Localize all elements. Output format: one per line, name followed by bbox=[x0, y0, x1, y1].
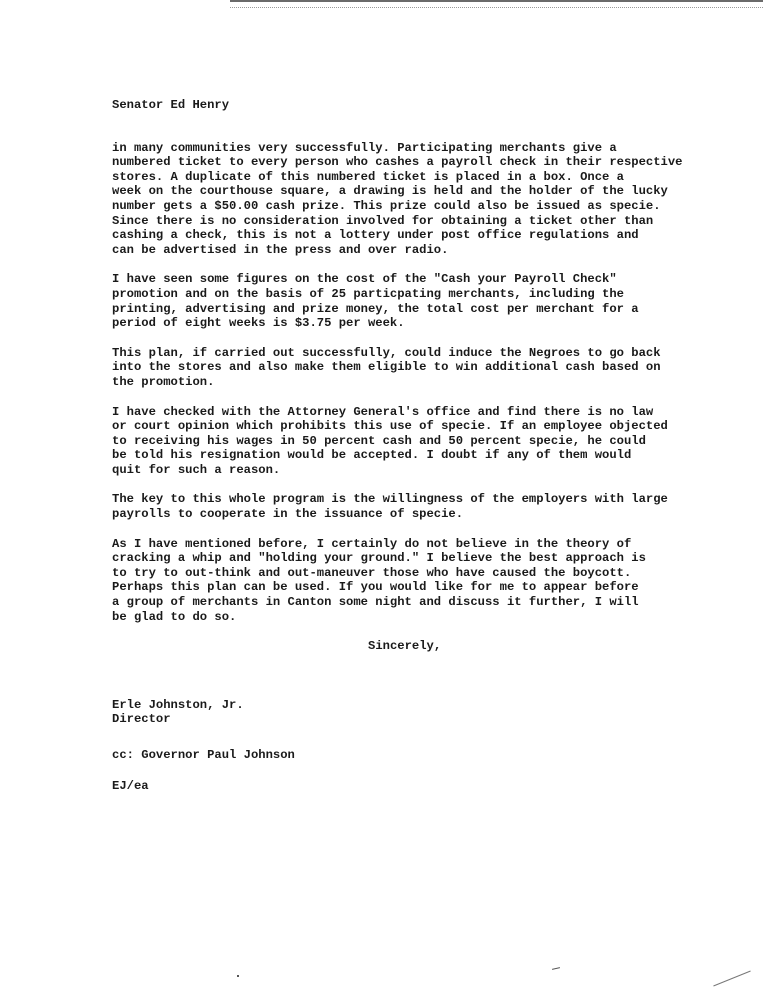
signer-name: Erle Johnston, Jr. bbox=[112, 697, 244, 712]
letter-page bbox=[112, 98, 722, 793]
scan-speck bbox=[713, 971, 750, 987]
body-paragraph-2: I have seen some figures on the cost of the "Cash your Payroll Check" promotion and on the basis of 25 particpating merchants, including the printing, advertising and prize money, the total cost per merchant for a period of eight weeks is $3.75 per week. bbox=[112, 272, 639, 331]
body-paragraph-3: This plan, if carried out successfully, could induce the Negroes to go back into the stores and also make them eligible to win additional cash based on the promotion. bbox=[112, 345, 661, 389]
typist-initials: EJ/ea bbox=[112, 778, 149, 793]
body-paragraph-6: As I have mentioned before, I certainly do not believe in the theory of cracking a whip and "holding your ground." I believe the best approach is to try to out-think and out-maneuver those who have caused the boycott. Perhaps this plan can be used. If you would like for me to appear before a group of merchants in Canton some night and discuss it further, I will be glad to do so. bbox=[112, 536, 646, 624]
signer-title: Director bbox=[112, 712, 171, 727]
scan-speck bbox=[237, 975, 239, 977]
closing-salutation: Sincerely, bbox=[368, 639, 442, 654]
scan-speck bbox=[552, 967, 560, 970]
page-heading: Senator Ed Henry bbox=[112, 98, 230, 112]
body-paragraph-1: in many communities very successfully. Participating merchants give a numbered ticket to every person who cashes a payroll check in their respective stores. A duplicate of this numbered ticket is placed in a box. Once a week on the courthouse square, a drawing is held and the holder of the lucky number gets a $50.00 cash prize. This prize could also be issued as specie. Since there is no consideration involved for obtaining a ticket other than cashing a check, this is not a lottery under post office regulations and can be advertised in the press and over radio. bbox=[112, 140, 683, 257]
body-paragraph-4: I have checked with the Attorney General's office and find there is no law or court opinion which prohibits this use of specie. If an employee objected to receiving his wages in 50 percent cash and 50 percent specie, he could be told his resignation would be accepted. I doubt if any of them would quit for such a reason. bbox=[112, 404, 668, 477]
page-top-edge-artifact bbox=[230, 0, 763, 8]
body-paragraph-5: The key to this whole program is the willingness of the employers with large payrolls to cooperate in the issuance of specie. bbox=[112, 492, 668, 522]
carbon-copy-line: cc: Governor Paul Johnson bbox=[112, 748, 295, 762]
